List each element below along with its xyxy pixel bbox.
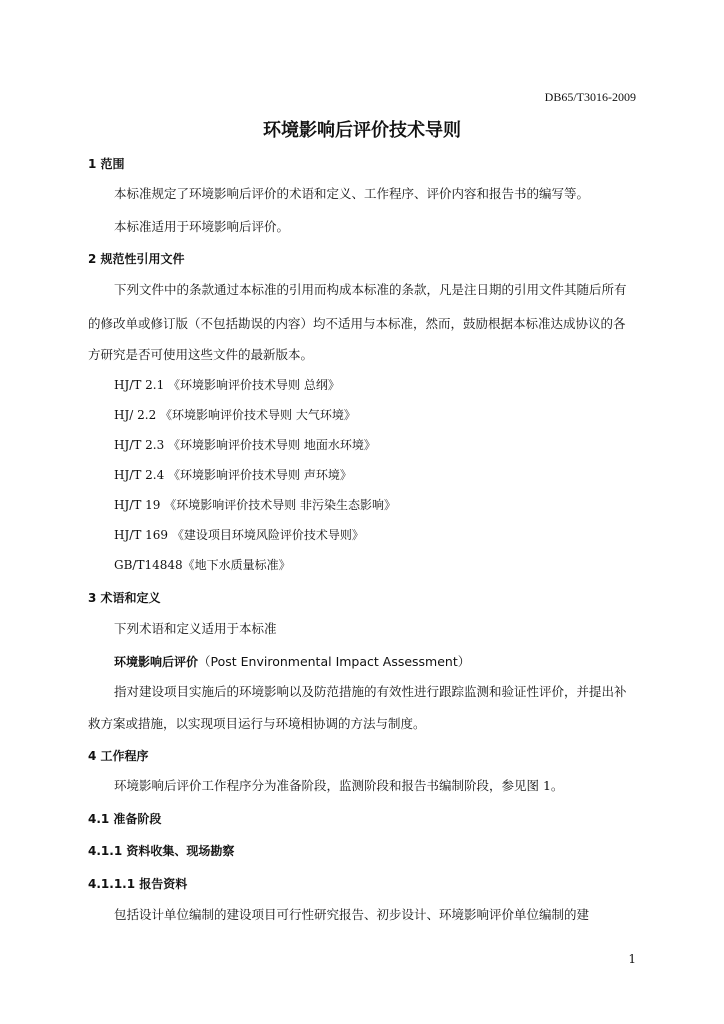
reference-item: HJ/T 2.4 《环境影响评价技术导则 声环境》 (114, 468, 352, 482)
reference-item: GB/T14848《地下水质量标准》 (114, 558, 291, 572)
term-chinese: 环境影响后评价 (114, 655, 199, 669)
section-1-heading: 1 范围 (88, 157, 125, 171)
reference-item: HJ/ 2.2 《环境影响评价技术导则 大气环境》 (114, 408, 356, 422)
reference-item: HJ/T 169 《建设项目环境风险评价技术导则》 (114, 528, 364, 542)
doc-code: DB65/T3016-2009 (544, 90, 636, 104)
reference-item: HJ/T 2.1 《环境影响评价技术导则 总纲》 (114, 378, 340, 392)
section-2-paragraph-line-1: 下列文件中的条款通过本标准的引用而构成本标准的条款，凡是注日期的引用文件其随后所有 (114, 282, 627, 297)
section-1-paragraph-1: 本标准规定了环境影响后评价的术语和定义、工作程序、评价内容和报告书的编写等。 (114, 186, 590, 201)
section-4-heading: 4 工作程序 (88, 749, 149, 763)
section-4-1-1-heading: 4.1.1 资料收集、现场勘察 (88, 844, 235, 858)
section-2-paragraph-line-2: 的修改单或修订版（不包括勘误的内容）均不适用与本标准，然而，鼓励根据本标准达成协议的各 (88, 316, 626, 331)
reference-item: HJ/T 2.3 《环境影响评价技术导则 地面水环境》 (114, 438, 376, 452)
page-title: 环境影响后评价技术导则 (263, 120, 461, 141)
section-2-paragraph-line-3: 方研究是否可使用这些文件的最新版本。 (88, 347, 314, 362)
section-4-paragraph-2: 包括设计单位编制的建设项目可行性研究报告、初步设计、环境影响评价单位编制的建 (114, 907, 590, 922)
reference-item: HJ/T 19 《环境影响评价技术导则 非污染生态影响》 (114, 498, 397, 512)
section-4-1-heading: 4.1 准备阶段 (88, 812, 162, 826)
page-number: 1 (628, 952, 636, 966)
section-3-paragraph-1: 下列术语和定义适用于本标准 (114, 621, 277, 636)
term-english: （Post Environmental Impact Assessment） (198, 654, 471, 669)
section-3-heading: 3 术语和定义 (88, 591, 161, 605)
section-2-heading: 2 规范性引用文件 (88, 252, 185, 266)
definition-line-2: 救方案或措施，以实现项目运行与环境相协调的方法与制度。 (88, 716, 426, 731)
definition-line-1: 指对建设项目实施后的环境影响以及防范措施的有效性进行跟踪监测和验证性评价，并提出补 (114, 684, 627, 699)
section-1-paragraph-2: 本标准适用于环境影响后评价。 (114, 219, 290, 234)
section-4-1-1-1-heading: 4.1.1.1 报告资料 (88, 877, 188, 891)
section-4-paragraph-1: 环境影响后评价工作程序分为准备阶段，监测阶段和报告书编制阶段，参见图 1。 (114, 778, 564, 793)
term-line (114, 654, 470, 670)
